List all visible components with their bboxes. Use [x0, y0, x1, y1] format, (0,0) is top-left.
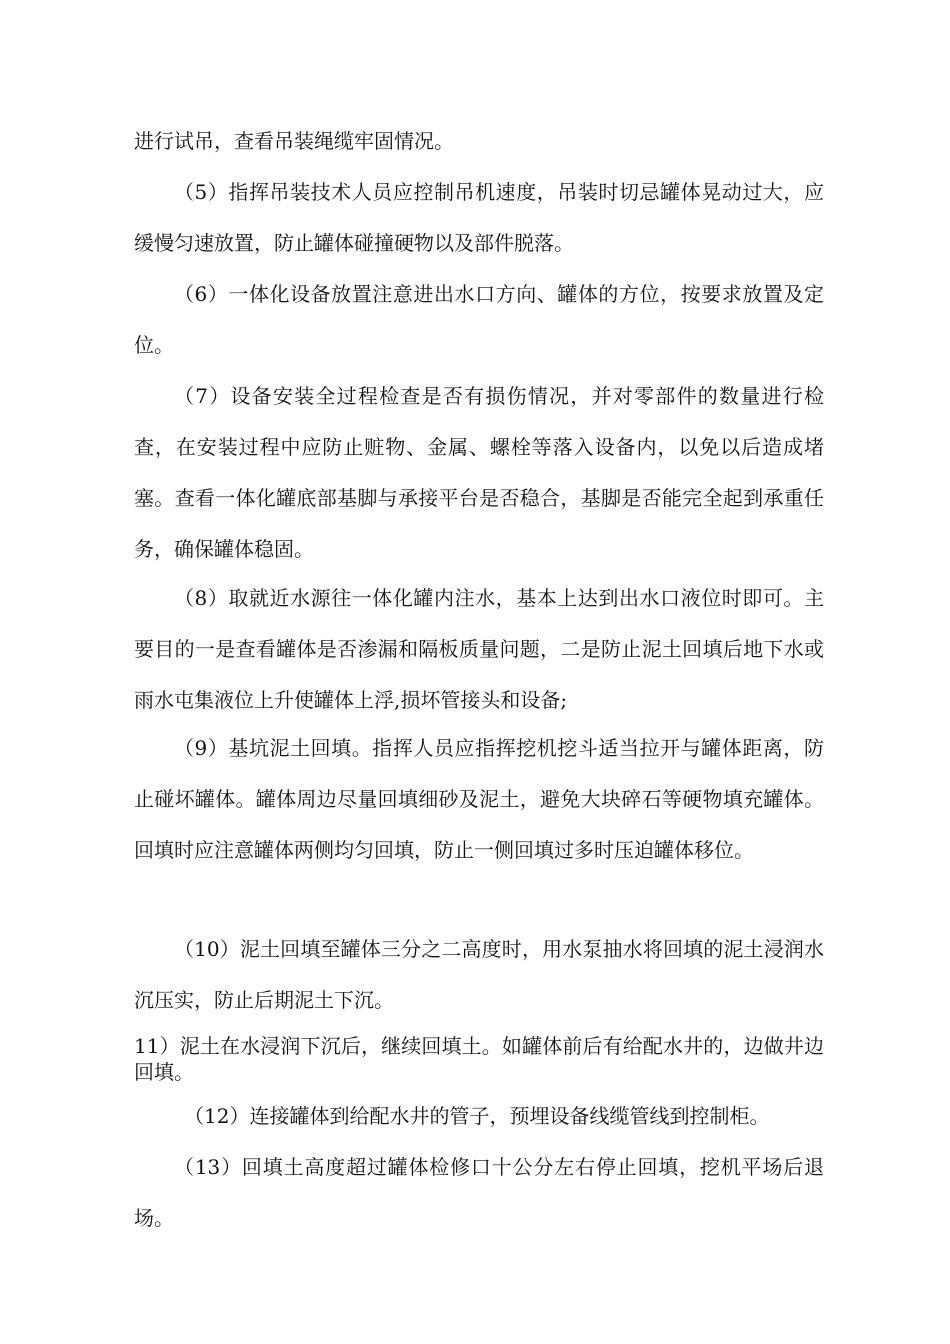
paragraph-13: （13）回填土高度超过罐体检修口十公分左右停止回填，挖机平场后退场。: [134, 1155, 824, 1230]
paragraph-12: （12）连接罐体到给配水井的管子，预埋设备线缆管线到控制柜。: [184, 1104, 770, 1128]
paragraph-7: （7）设备安装全过程检查是否有损伤情况，并对零部件的数量进行检查，在安装过程中应防止赃物、金属、螺栓等落入设备内，以免以后造成堵塞。查看一体化罐底部基脚与承接平台是否稳合，基脚是否能完全起到承重任务，确保罐体稳固。: [134, 384, 824, 561]
paragraph-9: （9）基坑泥土回填。指挥人员应指挥挖机挖斗适当拉开与罐体距离，防止碰坏罐体。罐体周边尽量回填细砂及泥土，避免大块碎石等硬物填充罐体。回填时应注意罐体两侧均匀回填，防止一侧回填过多时压迫罐体移位。: [134, 736, 824, 862]
paragraph-5: （5）指挥吊装技术人员应控制吊机速度，吊装时切忌罐体晃动过大，应缓慢匀速放置，防止罐体碰撞硬物以及部件脱落。: [134, 180, 824, 255]
paragraph-10: （10）泥土回填至罐体三分之二高度时，用水泵抽水将回填的泥土浸润水沉压实，防止后期泥土下沉。: [134, 937, 824, 1012]
paragraph-continued: 进行试吊，查看吊装绳缆牢固情况。: [134, 129, 454, 153]
paragraph-8: （8）取就近水源往一体化罐内注水，基本上达到出水口液位时即可。主要目的一是查看罐体是否渗漏和隔板质量问题，二是防止泥土回填后地下水或雨水屯集液位上升使罐体上浮,损坏管接头和设备;: [134, 586, 824, 712]
paragraph-6: （6）一体化设备放置注意进出水口方向、罐体的方位，按要求放置及定位。: [134, 282, 824, 357]
paragraph-11: 11）泥土在水浸润下沉后，继续回填土。如罐体前后有给配水井的，边做井边回填。: [134, 1034, 824, 1084]
